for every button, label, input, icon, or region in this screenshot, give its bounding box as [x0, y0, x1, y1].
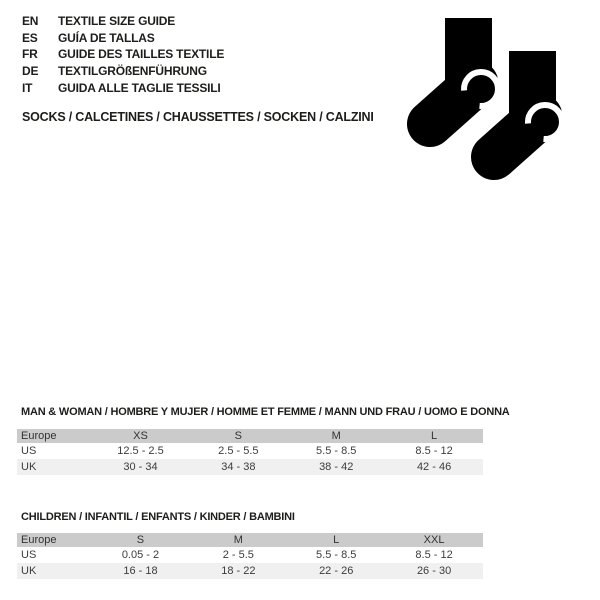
size-cell: 8.5 - 12 [415, 549, 453, 561]
language-code: EN [22, 14, 39, 29]
region-cell: UK [21, 461, 37, 473]
table-header-row [17, 533, 483, 547]
category-title: SOCKS / CALCETINES / CHAUSSETTES / SOCKEN / CALZINI [22, 110, 374, 124]
region-cell: US [21, 549, 37, 561]
size-cell: 0.05 - 2 [121, 549, 160, 561]
size-cell: 34 - 38 [221, 461, 256, 473]
region-cell: US [21, 445, 37, 457]
column-header-size: XS [133, 430, 148, 442]
language-code: DE [22, 64, 39, 79]
size-cell: 26 - 30 [416, 565, 452, 577]
language-row [22, 46, 224, 63]
size-cell: 5.5 - 8.5 [316, 549, 357, 561]
column-header-size: M [233, 534, 243, 546]
table-header-row [17, 429, 483, 443]
language-row [22, 13, 224, 30]
column-header-size: L [431, 430, 438, 442]
size-cell: 8.5 - 12 [415, 445, 453, 457]
region-cell: UK [21, 565, 37, 577]
size-cell: 16 - 18 [123, 565, 158, 577]
size-cell: 2 - 5.5 [222, 549, 254, 561]
column-header-size: M [331, 430, 341, 442]
language-label: TEXTILGRÖßENFÜHRUNG [58, 64, 207, 79]
language-code: FR [22, 47, 38, 62]
size-cell: 18 - 22 [221, 565, 256, 577]
size-cell: 12.5 - 2.5 [117, 445, 164, 457]
language-list [22, 13, 224, 96]
column-header-region: Europe [21, 534, 57, 546]
adult-table-title: MAN & WOMAN / HOMBRE Y MUJER / HOMME ET FEMME / MANN UND FRAU / UOMO E DONNA [21, 406, 510, 418]
size-cell: 5.5 - 8.5 [316, 445, 357, 457]
table-row-us [17, 443, 483, 459]
table-row-uk [17, 563, 483, 579]
size-table-children [17, 533, 483, 579]
size-table-adult [17, 429, 483, 475]
column-header-size: XXL [423, 534, 445, 546]
socks-icon [400, 0, 570, 195]
table-row-uk [17, 459, 483, 475]
column-header-size: L [333, 534, 340, 546]
socks-icon-svg [400, 0, 570, 195]
language-label: TEXTILE SIZE GUIDE [58, 14, 176, 29]
size-cell: 42 - 46 [416, 461, 452, 473]
language-label: GUIDA ALLE TAGLIE TESSILI [58, 80, 221, 95]
language-row [22, 30, 224, 47]
column-header-size: S [234, 430, 242, 442]
language-label: GUIDE DES TAILLES TEXTILE [58, 47, 225, 62]
column-header-size: S [136, 534, 145, 546]
language-row [22, 79, 224, 96]
language-label: GUÍA DE TALLAS [58, 30, 155, 45]
size-cell: 22 - 26 [319, 565, 354, 577]
language-row [22, 63, 224, 80]
size-cell: 38 - 42 [319, 461, 354, 473]
size-cell: 2.5 - 5.5 [218, 445, 259, 457]
table-row-us [17, 547, 483, 563]
column-header-region: Europe [21, 430, 57, 442]
language-code: ES [22, 30, 38, 45]
size-cell: 30 - 34 [123, 461, 158, 473]
children-table-title: CHILDREN / INFANTIL / ENFANTS / KINDER / BAMBINI [21, 511, 295, 523]
socks-icon-shapes [430, 18, 562, 157]
language-code: IT [22, 80, 33, 95]
